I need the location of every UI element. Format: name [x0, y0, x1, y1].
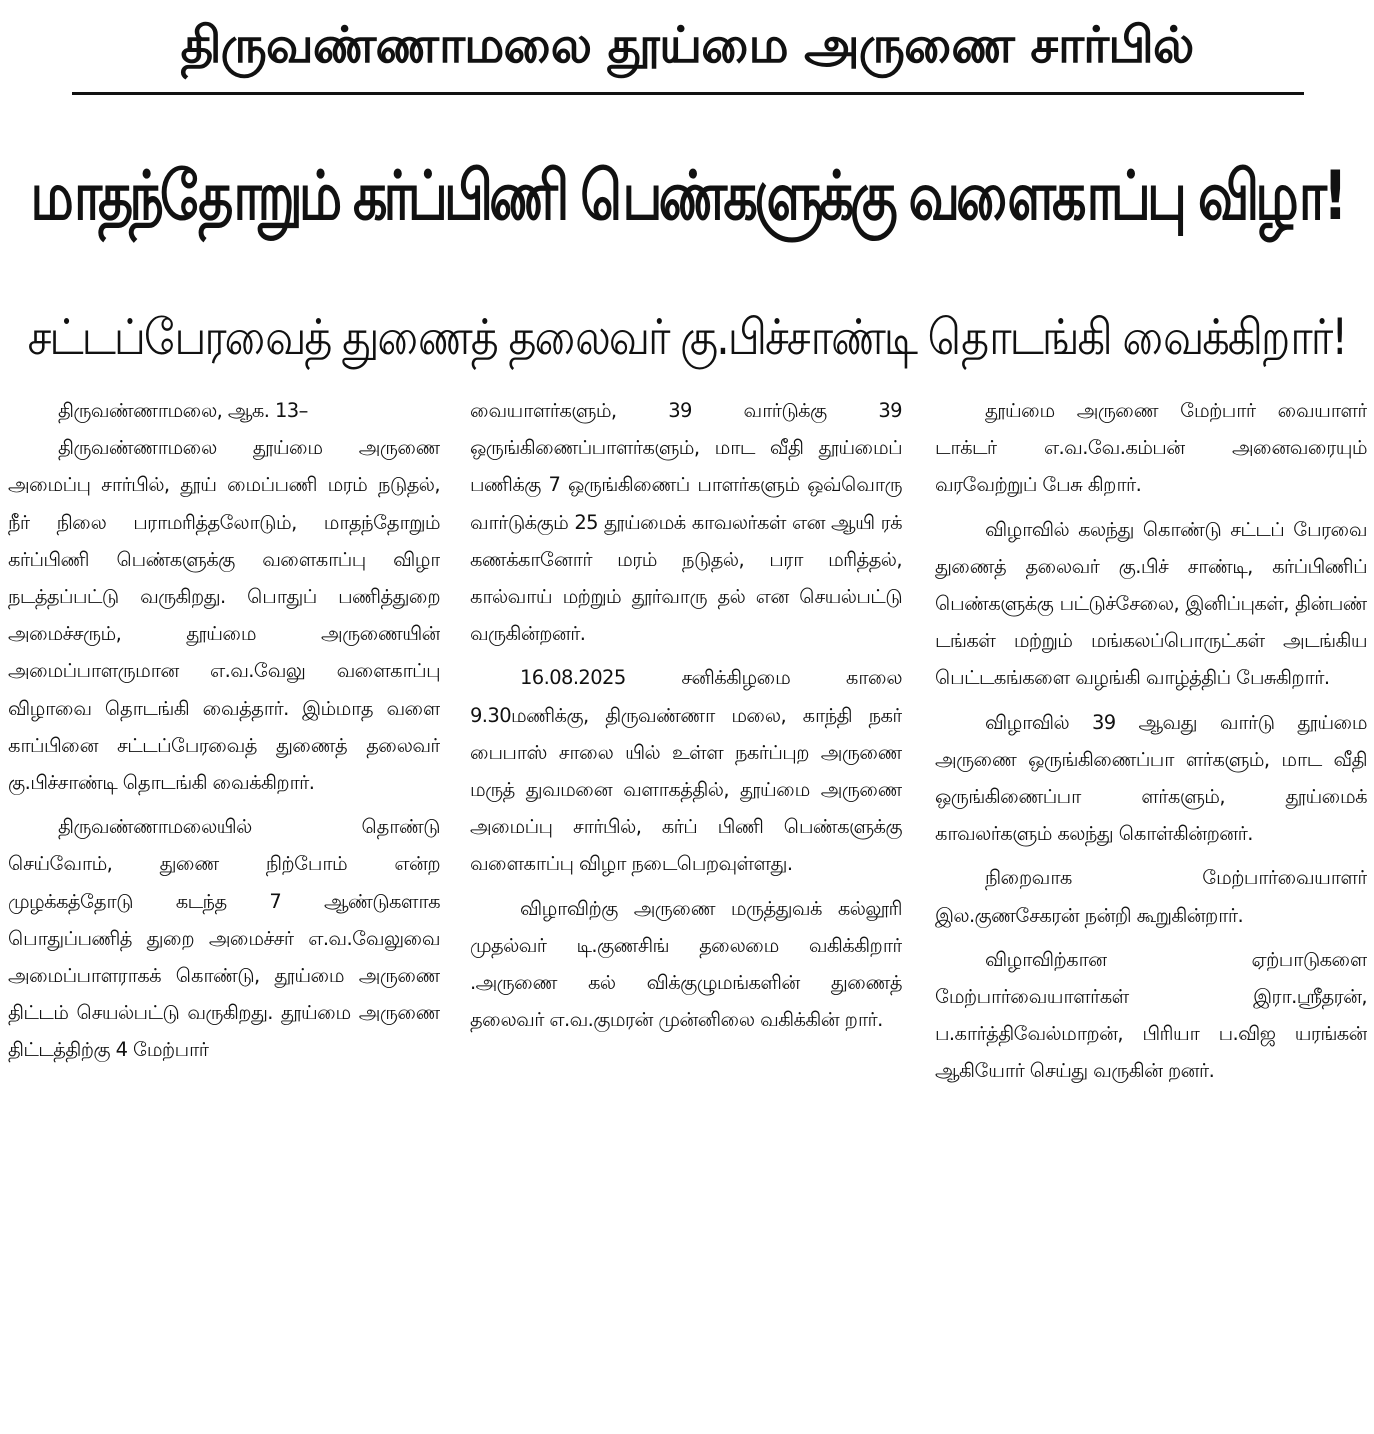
body-paragraph: விழாவிற்கான ஏற்பாடுகளை மேற்பார்வையாளர்கள் இரா.ஸ்ரீதரன், ப.கார்த்திவேல்மாறன், பிரியா ப.விஜ யரங்கன் ஆகியோர் செய்து வருகின் றனர்.	[935, 947, 1367, 1083]
article-column-2	[470, 392, 902, 1422]
body-paragraph: திருவண்ணாமலை தூய்மை அருணை அமைப்பு சார்பில், தூய் மைப்பணி மரம் நடுதல், நீர் நிலை பராமரித்தலோடும், மாதந்தோறும் கர்ப்பிணி பெண்களுக்கு வளைகாப்பு விழா நடத்தப்பட்டு வருகிறது. பொதுப் பணித்துறை அமைச்சரும், தூய்மை அருணையின் அமைப்பாளருமான எ.வ.வேலு வளைகாப்பு விழாவை தொடங்கி வைத்தார். இம்மாத வளை காப்பினை சட்டப்பேரவைத் துணைத் தலைவர் கு.பிச்சாண்டி தொடங்கி வைக்கிறார்.	[8, 436, 440, 795]
body-paragraph: விழாவில் 39 ஆவது வார்டு தூய்மை அருணை ஒருங்கிணைப்பா ளர்களும், மாட வீதி ஒருங்கிணைப்பா ளர்களும், தூய்மைக் காவலர்களும் கலந்து கொள்கின்றனர்.	[935, 710, 1367, 846]
article-column-3	[935, 392, 1367, 1422]
article-headline: மாதந்தோறும் கர்ப்பிணி பெண்களுக்கு வளைகாப்பு விழா!	[30, 156, 1344, 235]
body-paragraph: விழாவில் கலந்து கொண்டு சட்டப் பேரவை துணைத் தலைவர் கு.பிச் சாண்டி, கர்ப்பிணிப் பெண்களுக்கு பட்டுச்சேலை, இனிப்புகள், தின்பண் டங்கள் மற்றும் மங்கலப்பொருட்கள் அடங்கிய பெட்டகங்களை வழங்கி வாழ்த்திப் பேசுகிறார்.	[935, 517, 1367, 690]
body-paragraph: தூய்மை அருணை மேற்பார் வையாளர் டாக்டர் எ.வ.வே.கம்பன் அனைவரையும் வரவேற்றுப் பேசு கிறார்.	[935, 399, 1367, 497]
body-paragraph: விழாவிற்கு அருணை மருத்துவக் கல்லூரி முதல்வர் டி.குணசிங் தலைமை வகிக்கிறார் .அருணை கல் விக்குழுமங்களின் துணைத் தலைவர் எ.வ.குமரன் முன்னிலை வகிக்கின் றார்.	[470, 896, 902, 1032]
article-column-1	[8, 392, 440, 1422]
body-paragraph: வையாளர்களும், 39 வார்டுக்கு 39 ஒருங்கிணைப்பாளர்களும், மாட வீதி தூய்மைப் பணிக்கு 7 ஒருங்கிணைப் பாளர்களும் ஒவ்வொரு வார்டுக்கும் 25 தூய்மைக் காவலர்கள் என ஆயி ரக் கணக்கானோர் மரம் நடுதல், பரா மரித்தல், கால்வாய் மற்றும் தூர்வாரு தல் என செயல்பட்டு வருகின்றனர்.	[470, 399, 902, 646]
body-paragraph: திருவண்ணாமலையில் தொண்டு செய்வோம், துணை நிற்போம் என்ற முழக்கத்தோடு கடந்த 7 ஆண்டுகளாக பொதுப்பணித் துறை அமைச்சர் எ.வ.வேலுவை அமைப்பாளராகக் கொண்டு, தூய்மை அருணை திட்டம் செயல்பட்டு வருகிறது. தூய்மை அருணை திட்டத்திற்கு 4 மேற்பார்	[8, 815, 440, 1062]
body-paragraph: 16.08.2025 சனிக்கிழமை காலை 9.30மணிக்கு, திருவண்ணா மலை, காந்தி நகர் பைபாஸ் சாலை யில் உள்ள நகர்ப்புற அருணை மருத் துவமனை வளாகத்தில், தூய்மை அருணை அமைப்பு சார்பில், கர்ப் பிணி பெண்களுக்கு வளைகாப்பு விழா நடைபெறவுள்ளது.	[470, 666, 902, 876]
article-subheadline: சட்டப்பேரவைத் துணைத் தலைவர் கு.பிச்சாண்டி தொடங்கி வைக்கிறார்!	[27, 309, 1347, 367]
kicker-divider	[72, 92, 1304, 95]
dateline: திருவண்ணாமலை, ஆக. 13–	[58, 399, 308, 422]
body-paragraph: நிறைவாக மேற்பார்வையாளர் இல.குணசேகரன் நன்றி கூறுகின்றார்.	[935, 866, 1367, 927]
article-kicker: திருவண்ணாமலை தூய்மை அருணை சார்பில்	[180, 16, 1194, 74]
